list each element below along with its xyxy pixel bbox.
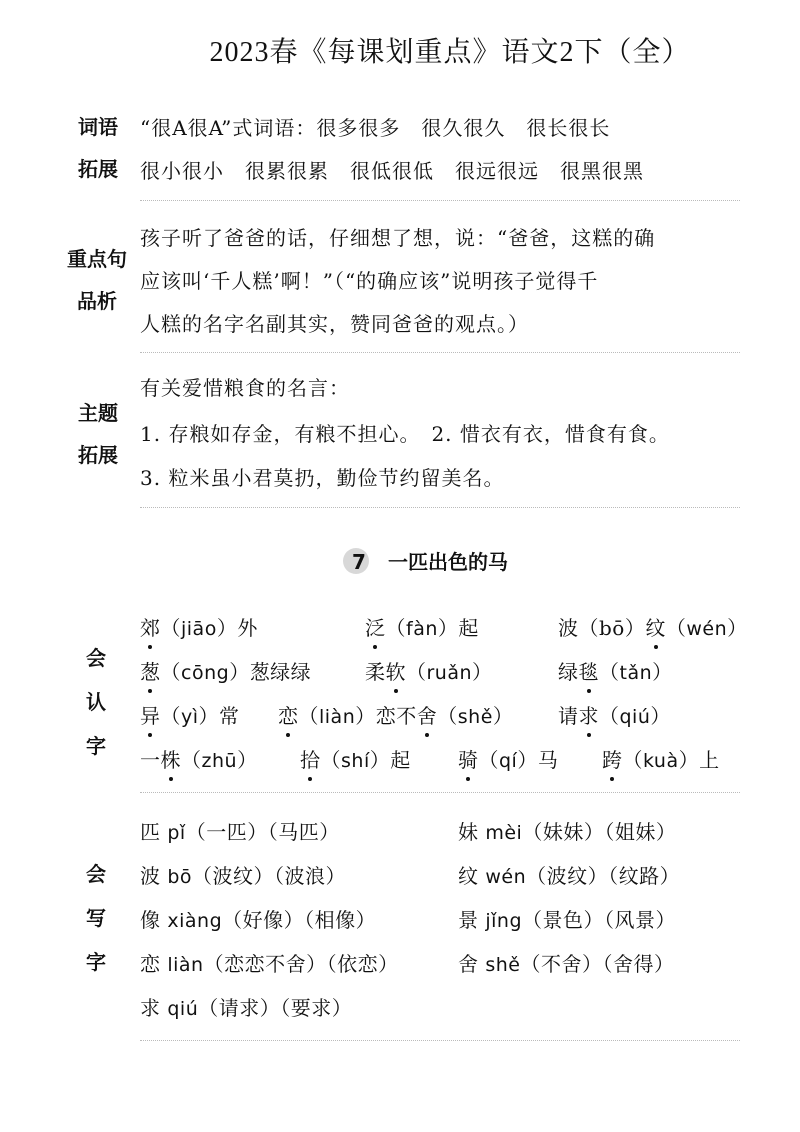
write-item: 波 bō（波纹）（波浪） <box>140 864 347 888</box>
recognize-item: 跨（kuà）上 <box>602 744 720 773</box>
write-word: 风景 <box>614 908 656 932</box>
vocab-line-2: 很小很小 很累很累 很低很低 很远很远 很黑很黑 <box>140 159 644 183</box>
recognize-section-label <box>76 636 116 768</box>
recognize-rest: 外 <box>237 616 258 640</box>
recognize-item: 波（bō）纹（wén） <box>558 612 748 641</box>
write-word: 马匹 <box>278 820 320 844</box>
write-char: 求 <box>140 996 161 1020</box>
write-item: 妹 mèi（妹妹）（姐妹） <box>458 820 677 844</box>
sentence-label-line-2: 品析 <box>77 289 117 313</box>
recognize-rest: 起 <box>390 748 411 772</box>
recognize-pinyin: qí <box>499 750 518 772</box>
recognize-rest: 起 <box>458 616 479 640</box>
recognize-prefix: 波（bō） <box>558 616 646 640</box>
write-item: 舍 shě（不舍）（舍得） <box>458 952 675 976</box>
recognize-pinyin: liàn <box>319 706 356 728</box>
theme-line-3: 3. 粒米虽小君莫扔，勤俭节约留美名。 <box>140 466 505 490</box>
sentence-section-label <box>62 238 132 322</box>
write-pinyin: mèi <box>485 822 523 844</box>
theme-label-line-1: 主题 <box>78 401 118 425</box>
write-label-line-3: 字 <box>86 950 106 974</box>
theme-line-1: 有关爱惜粮食的名言： <box>140 376 350 400</box>
recognize-char: 舍 <box>417 700 438 729</box>
write-item: 景 jǐng（景色）（风景） <box>458 908 677 932</box>
recognize-pinyin: wén <box>686 618 728 640</box>
write-item: 像 xiàng（好像）（相像） <box>140 908 377 932</box>
write-char: 舍 <box>458 952 479 976</box>
write-word: 请求 <box>218 996 260 1020</box>
divider <box>140 200 740 201</box>
write-word: 姐妹 <box>614 820 656 844</box>
recognize-rest: 葱绿绿 <box>249 660 312 684</box>
recognize-char: 骑 <box>458 744 479 773</box>
recognize-char: 软 <box>386 656 407 685</box>
recognize-label-line-2: 认 <box>86 690 106 714</box>
sentence-label-line-1: 重点句 <box>67 247 127 271</box>
sentence-line-2: 应该叫‘千人糕’啊！”（“的确应该”说明孩子觉得千 <box>140 269 599 293</box>
recognize-item: 异（yì）常 <box>140 700 240 729</box>
write-pinyin: pǐ <box>167 822 186 844</box>
recognize-prefix: 绿 <box>558 660 579 684</box>
page-title: 2023春《每课划重点》语文2下（全） <box>209 37 691 68</box>
write-item: 纹 wén（波纹）（纹路） <box>458 864 681 888</box>
recognize-pinyin: kuà <box>643 750 679 772</box>
vocab-label-line-1: 词语 <box>78 115 118 139</box>
write-pinyin: qiú <box>167 998 199 1020</box>
recognize-item: 葱（cōng）葱绿绿 <box>140 656 311 685</box>
recognize-pinyin: shí <box>341 750 370 772</box>
write-char: 纹 <box>458 864 479 888</box>
recognize-item: 骑（qí）马 <box>458 744 558 773</box>
write-pinyin: liàn <box>167 954 204 976</box>
lesson-title: 一匹出色的马 <box>388 550 508 574</box>
write-char: 景 <box>458 908 479 932</box>
write-char: 匹 <box>140 820 161 844</box>
theme-section-label <box>70 392 126 476</box>
recognize-char: 恋 <box>278 700 299 729</box>
divider <box>140 507 740 508</box>
recognize-pinyin: fàn <box>406 618 438 640</box>
write-word: 波纹 <box>212 864 254 888</box>
recognize-char: 葱 <box>140 656 161 685</box>
write-word: 好像 <box>242 908 284 932</box>
write-section-label <box>76 852 116 984</box>
recognize-item: 拾（shí）起 <box>300 744 411 773</box>
recognize-char: 跨 <box>602 744 623 773</box>
write-label-line-1: 会 <box>86 862 106 886</box>
write-word: 波浪 <box>284 864 326 888</box>
recognize-pinyin: jiāo <box>181 618 217 640</box>
recognize-rest: 上 <box>699 748 720 772</box>
write-pinyin: jǐng <box>485 910 523 932</box>
recognize-char: 毯 <box>579 656 600 685</box>
recognize-item: 请求（qiú） <box>558 700 671 729</box>
write-char: 像 <box>140 908 161 932</box>
write-item: 恋 liàn（恋恋不舍）（依恋） <box>140 952 399 976</box>
vocab-section-label <box>70 106 126 190</box>
recognize-pinyin: qiú <box>619 706 651 728</box>
recognize-char: 纹 <box>645 612 666 641</box>
write-pinyin: bō <box>167 866 193 888</box>
recognize-char: 泛 <box>365 612 386 641</box>
recognize-pinyin: shě <box>457 706 493 728</box>
recognize-rest: 马 <box>537 748 559 772</box>
recognize-item: 恋（liàn）恋不舍（shě） <box>278 700 513 729</box>
theme-label-line-2: 拓展 <box>78 443 118 467</box>
recognize-char: 拾 <box>300 744 321 773</box>
recognize-char: 异 <box>140 700 161 729</box>
divider <box>140 1040 740 1041</box>
recognize-char: 求 <box>579 700 600 729</box>
write-word: 妹妹 <box>542 820 584 844</box>
sentence-line-1: 孩子听了爸爸的话，仔细想了想，说：“爸爸，这糕的确 <box>140 226 656 250</box>
vocab-label-line-2: 拓展 <box>78 157 118 181</box>
write-word: 恋恋不舍 <box>224 952 307 976</box>
write-item: 求 qiú（请求）（要求） <box>140 996 353 1020</box>
recognize-char: 株 <box>161 744 182 773</box>
write-pinyin: xiàng <box>167 910 223 932</box>
theme-line-2: 1. 存粮如存金，有粮不担心。 2. 惜衣有衣，惜食有食。 <box>140 422 670 446</box>
recognize-label-line-1: 会 <box>86 646 106 670</box>
recognize-pinyin: tǎn <box>619 662 653 684</box>
write-label-line-2: 写 <box>86 906 106 930</box>
recognize-prefix: 一 <box>140 748 161 772</box>
divider <box>140 352 740 353</box>
write-word: 舍得 <box>613 952 654 976</box>
recognize-item: 一株（zhū） <box>140 744 258 773</box>
recognize-pinyin: ruǎn <box>426 662 473 684</box>
write-char: 妹 <box>458 820 479 844</box>
write-word: 不舍 <box>541 952 582 976</box>
write-word: 纹路 <box>618 864 660 888</box>
recognize-pinyin: yì <box>181 706 199 728</box>
vocab-line-1: “很A很A”式词语：很多很多 很久很久 很长很长 <box>140 116 611 140</box>
recognize-char: 郊 <box>140 612 161 641</box>
recognize-prefix: 请 <box>558 704 579 728</box>
write-word: 一匹 <box>206 820 248 844</box>
write-char: 恋 <box>140 952 161 976</box>
sentence-line-3: 人糕的名字名副其实，赞同爸爸的观点。） <box>140 312 529 336</box>
write-word: 波纹 <box>546 864 588 888</box>
lesson-heading <box>352 548 508 576</box>
divider <box>140 792 740 793</box>
write-word: 依恋 <box>337 952 379 976</box>
recognize-rest: 恋不 <box>375 704 417 728</box>
recognize-item: 绿毯（tǎn） <box>558 656 673 685</box>
write-char: 波 <box>140 864 161 888</box>
recognize-item: 郊（jiāo）外 <box>140 612 258 641</box>
write-pinyin: wén <box>485 866 527 888</box>
recognize-label-line-3: 字 <box>86 734 106 758</box>
write-word: 景色 <box>542 908 584 932</box>
recognize-pinyin: cōng <box>181 662 230 684</box>
write-word: 要求 <box>290 996 332 1020</box>
write-item: 匹 pǐ（一匹）（马匹） <box>140 820 340 844</box>
recognize-item: 泛（fàn）起 <box>365 612 479 641</box>
write-pinyin: shě <box>485 954 521 976</box>
lesson-number: 7 <box>352 550 366 574</box>
recognize-pinyin: zhū <box>201 750 238 772</box>
recognize-prefix: 柔 <box>365 660 386 684</box>
recognize-rest: 常 <box>219 704 240 728</box>
write-word: 相像 <box>314 908 356 932</box>
recognize-item: 柔软（ruǎn） <box>365 656 493 685</box>
